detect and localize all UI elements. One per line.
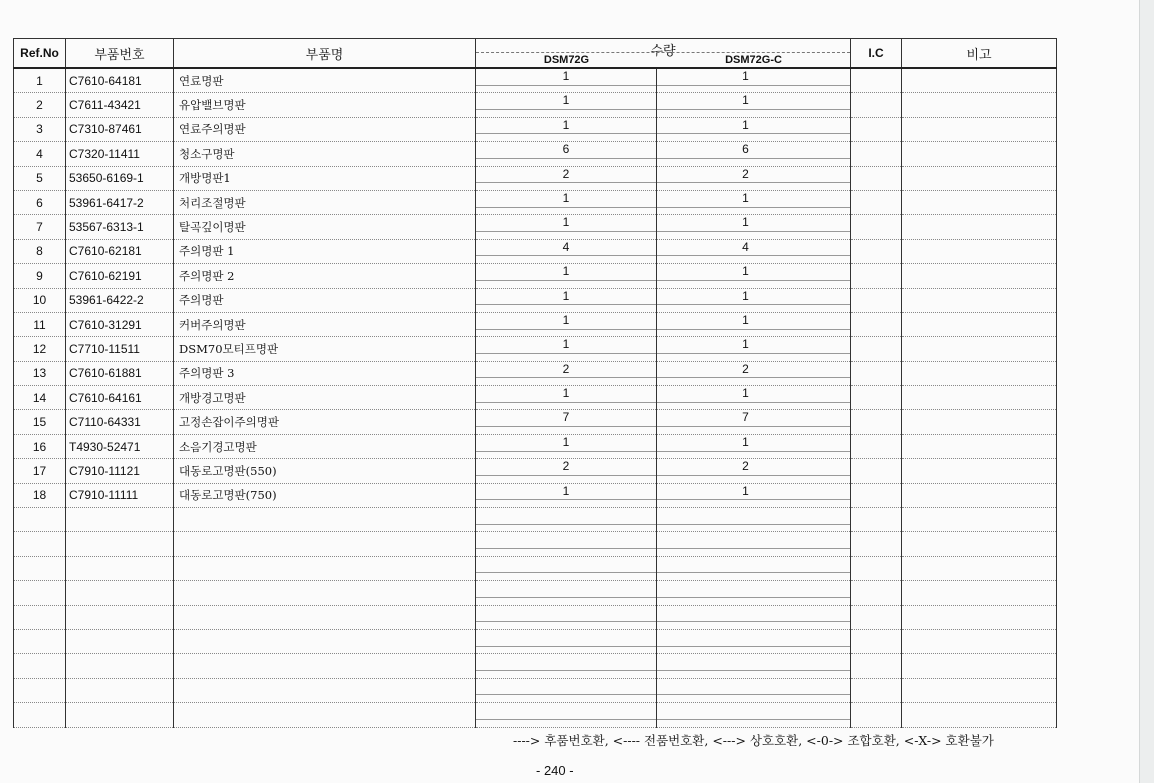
cell-empty — [851, 532, 902, 556]
cell-qty-dsm72g-value: 1 — [562, 215, 570, 230]
cell-ic — [851, 68, 902, 93]
cell-qty-dsm72g — [476, 166, 657, 190]
cell-remark — [902, 483, 1057, 507]
cell-ic — [851, 117, 902, 141]
cell-empty — [14, 532, 66, 556]
cell-part-name: 주의명판 — [174, 288, 476, 312]
cell-empty — [902, 654, 1057, 678]
cell-part-name: 대동로고명판(550) — [174, 459, 476, 483]
cell-qty-dsm72g — [476, 337, 657, 361]
table-row — [14, 166, 1057, 190]
table-row — [14, 386, 1057, 410]
table-row-empty — [14, 654, 1057, 678]
cell-part-number: 53650-6169-1 — [66, 166, 174, 190]
table-row — [14, 459, 1057, 483]
cell-remark — [902, 190, 1057, 214]
cell-ref-no: 6 — [14, 190, 66, 214]
cell-qty-dsm72g-c — [657, 166, 851, 190]
table-row — [14, 483, 1057, 507]
cell-ref-no: 1 — [14, 68, 66, 93]
cell-empty — [476, 703, 657, 727]
cell-part-number: 53961-6417-2 — [66, 190, 174, 214]
cell-part-name: 주의명판 1 — [174, 239, 476, 263]
header-ref-no: Ref.No — [14, 39, 66, 69]
cell-qty-dsm72g-value: 6 — [562, 142, 570, 157]
cell-qty-dsm72g — [476, 312, 657, 336]
cell-ref-no: 17 — [14, 459, 66, 483]
cell-empty — [657, 703, 851, 727]
cell-part-name: 청소구명판 — [174, 142, 476, 166]
cell-empty — [657, 654, 851, 678]
cell-qty-dsm72g-c-value: 2 — [742, 166, 749, 181]
cell-qty-dsm72g-c-value: 2 — [742, 459, 749, 474]
cell-empty — [851, 581, 902, 605]
cell-ic — [851, 93, 902, 117]
cell-ic — [851, 312, 902, 336]
table-row-empty — [14, 532, 1057, 556]
interchange-legend: ----> 후품번호환, <---- 전품번호환, <---> 상호호환, <-0-> 조합호환, <-X-> 호환불가 — [513, 733, 994, 748]
table-body — [14, 68, 1057, 727]
cell-qty-dsm72g-c-value: 1 — [742, 288, 749, 303]
cell-qty-dsm72g-c-value: 1 — [742, 483, 749, 498]
cell-remark — [902, 312, 1057, 336]
cell-ref-no: 15 — [14, 410, 66, 434]
cell-part-number: C7610-31291 — [66, 312, 174, 336]
table-row-empty — [14, 629, 1057, 653]
cell-part-name: DSM70모티프명판 — [174, 337, 476, 361]
page-number: - 240 - — [536, 763, 574, 778]
cell-empty — [902, 678, 1057, 702]
cell-qty-dsm72g — [476, 386, 657, 410]
table-row-empty — [14, 508, 1057, 532]
cell-empty — [851, 703, 902, 727]
cell-qty-dsm72g — [476, 117, 657, 141]
cell-ref-no: 14 — [14, 386, 66, 410]
cell-part-name: 대동로고명판(750) — [174, 483, 476, 507]
cell-qty-dsm72g-value: 1 — [562, 190, 570, 205]
cell-empty — [902, 629, 1057, 653]
cell-empty — [174, 581, 476, 605]
cell-ref-no: 16 — [14, 434, 66, 458]
cell-ref-no: 3 — [14, 117, 66, 141]
table-row-empty — [14, 678, 1057, 702]
table-row — [14, 410, 1057, 434]
cell-qty-dsm72g — [476, 483, 657, 507]
cell-qty-dsm72g — [476, 142, 657, 166]
cell-qty-dsm72g-c — [657, 142, 851, 166]
cell-part-name: 소음기경고명판 — [174, 434, 476, 458]
cell-empty — [66, 556, 174, 580]
cell-qty-dsm72g-value: 1 — [562, 386, 570, 401]
header-remark: 비고 — [902, 39, 1057, 69]
cell-part-number: C7710-11511 — [66, 337, 174, 361]
cell-part-name: 연료주의명판 — [174, 117, 476, 141]
cell-ref-no: 10 — [14, 288, 66, 312]
cell-qty-dsm72g-c-value: 1 — [742, 312, 749, 327]
cell-qty-dsm72g-c-value: 1 — [742, 264, 749, 279]
cell-qty-dsm72g — [476, 93, 657, 117]
cell-remark — [902, 142, 1057, 166]
cell-qty-dsm72g-c-value: 1 — [742, 434, 749, 449]
cell-ic — [851, 434, 902, 458]
cell-empty — [476, 581, 657, 605]
cell-qty-dsm72g-c — [657, 361, 851, 385]
cell-qty-dsm72g — [476, 215, 657, 239]
cell-ic — [851, 483, 902, 507]
cell-empty — [174, 629, 476, 653]
cell-part-name: 개방명판1 — [174, 166, 476, 190]
cell-qty-dsm72g-value: 1 — [562, 93, 570, 108]
cell-part-number: C7320-11411 — [66, 142, 174, 166]
cell-qty-dsm72g-c — [657, 117, 851, 141]
cell-part-number: C7610-62181 — [66, 239, 174, 263]
cell-empty — [66, 629, 174, 653]
cell-remark — [902, 264, 1057, 288]
cell-part-name: 탈곡깊이명판 — [174, 215, 476, 239]
page-edge — [1139, 0, 1154, 783]
table-row — [14, 264, 1057, 288]
cell-qty-dsm72g — [476, 361, 657, 385]
cell-ic — [851, 190, 902, 214]
cell-ic — [851, 142, 902, 166]
cell-empty — [851, 678, 902, 702]
cell-qty-dsm72g-c-value: 1 — [742, 337, 749, 352]
cell-ic — [851, 337, 902, 361]
cell-qty-dsm72g-c — [657, 264, 851, 288]
cell-qty-dsm72g-value: 1 — [562, 69, 570, 83]
cell-qty-dsm72g-value: 1 — [562, 483, 570, 498]
table-row — [14, 68, 1057, 93]
cell-qty-dsm72g — [476, 410, 657, 434]
cell-qty-dsm72g-c-value: 1 — [742, 386, 749, 401]
cell-qty-dsm72g-value: 1 — [562, 264, 570, 279]
cell-ic — [851, 361, 902, 385]
cell-empty — [657, 629, 851, 653]
cell-empty — [851, 654, 902, 678]
cell-ref-no: 12 — [14, 337, 66, 361]
cell-empty — [174, 605, 476, 629]
cell-empty — [902, 556, 1057, 580]
table-row — [14, 337, 1057, 361]
cell-qty-dsm72g-c-value: 7 — [742, 410, 749, 425]
cell-empty — [851, 629, 902, 653]
table-row — [14, 215, 1057, 239]
cell-part-number: C7610-64161 — [66, 386, 174, 410]
cell-qty-dsm72g-c-value: 1 — [742, 93, 749, 108]
cell-qty-dsm72g — [476, 288, 657, 312]
table-row-empty — [14, 581, 1057, 605]
cell-ref-no: 7 — [14, 215, 66, 239]
cell-part-number: C7611-43421 — [66, 93, 174, 117]
cell-qty-dsm72g-value: 2 — [562, 166, 570, 181]
cell-qty-dsm72g-c-value: 1 — [742, 69, 749, 83]
cell-empty — [14, 629, 66, 653]
cell-empty — [902, 508, 1057, 532]
cell-qty-dsm72g-c — [657, 337, 851, 361]
table-row-empty — [14, 703, 1057, 727]
cell-remark — [902, 386, 1057, 410]
cell-remark — [902, 288, 1057, 312]
cell-ic — [851, 386, 902, 410]
cell-qty-dsm72g-c — [657, 288, 851, 312]
cell-empty — [476, 654, 657, 678]
cell-empty — [476, 629, 657, 653]
cell-ic — [851, 264, 902, 288]
cell-part-number: C7610-62191 — [66, 264, 174, 288]
cell-empty — [902, 605, 1057, 629]
cell-qty-dsm72g-value: 1 — [562, 434, 570, 449]
cell-qty-dsm72g-c — [657, 410, 851, 434]
cell-part-name: 처리조절명판 — [174, 190, 476, 214]
cell-remark — [902, 166, 1057, 190]
table-row — [14, 239, 1057, 263]
cell-qty-dsm72g — [476, 264, 657, 288]
cell-empty — [14, 581, 66, 605]
cell-empty — [174, 703, 476, 727]
cell-empty — [902, 581, 1057, 605]
cell-remark — [902, 117, 1057, 141]
table-row-empty — [14, 556, 1057, 580]
cell-remark — [902, 93, 1057, 117]
cell-ic — [851, 459, 902, 483]
cell-empty — [174, 532, 476, 556]
header-part-name: 부품명 — [174, 39, 476, 69]
header-ic: I.C — [851, 39, 902, 69]
cell-empty — [902, 703, 1057, 727]
cell-qty-dsm72g-c — [657, 459, 851, 483]
table-row — [14, 190, 1057, 214]
cell-part-name: 고정손잡이주의명판 — [174, 410, 476, 434]
cell-qty-dsm72g-c — [657, 190, 851, 214]
cell-qty-dsm72g-value: 2 — [562, 361, 570, 376]
cell-empty — [476, 556, 657, 580]
cell-qty-dsm72g — [476, 459, 657, 483]
cell-qty-dsm72g-c — [657, 239, 851, 263]
cell-empty — [14, 678, 66, 702]
cell-part-number: C7610-64181 — [66, 68, 174, 93]
cell-empty — [66, 508, 174, 532]
cell-remark — [902, 68, 1057, 93]
cell-part-name: 연료명판 — [174, 68, 476, 93]
cell-qty-dsm72g-c — [657, 483, 851, 507]
cell-part-number: 53567-6313-1 — [66, 215, 174, 239]
cell-qty-dsm72g-value: 1 — [562, 337, 570, 352]
cell-qty-dsm72g-c-value: 4 — [742, 239, 749, 254]
cell-part-number: T4930-52471 — [66, 434, 174, 458]
cell-part-number: C7910-11111 — [66, 483, 174, 507]
header-quantity — [476, 39, 851, 69]
cell-remark — [902, 361, 1057, 385]
cell-qty-dsm72g — [476, 239, 657, 263]
cell-qty-dsm72g — [476, 434, 657, 458]
cell-ic — [851, 288, 902, 312]
cell-empty — [66, 703, 174, 727]
cell-empty — [476, 532, 657, 556]
cell-ref-no: 9 — [14, 264, 66, 288]
cell-part-name: 개방경고명판 — [174, 386, 476, 410]
cell-ic — [851, 410, 902, 434]
cell-empty — [66, 654, 174, 678]
cell-empty — [902, 532, 1057, 556]
cell-qty-dsm72g-c-value: 1 — [742, 215, 749, 230]
cell-qty-dsm72g-value: 1 — [562, 288, 570, 303]
cell-remark — [902, 215, 1057, 239]
header-model-dsm72g: DSM72G — [543, 54, 590, 66]
cell-empty — [66, 678, 174, 702]
cell-empty — [174, 556, 476, 580]
cell-qty-dsm72g — [476, 68, 657, 93]
table-row — [14, 93, 1057, 117]
cell-empty — [657, 508, 851, 532]
cell-qty-dsm72g — [476, 190, 657, 214]
table-row — [14, 361, 1057, 385]
header-part-number: 부품번호 — [66, 39, 174, 69]
cell-empty — [174, 508, 476, 532]
cell-qty-dsm72g-c-value: 1 — [742, 190, 749, 205]
cell-ref-no: 11 — [14, 312, 66, 336]
cell-remark — [902, 434, 1057, 458]
table-row-empty — [14, 605, 1057, 629]
cell-empty — [66, 532, 174, 556]
table-row — [14, 434, 1057, 458]
cell-qty-dsm72g-value: 1 — [562, 117, 570, 132]
cell-part-name: 주의명판 3 — [174, 361, 476, 385]
cell-part-number: C7110-64331 — [66, 410, 174, 434]
table-row — [14, 288, 1057, 312]
cell-remark — [902, 410, 1057, 434]
cell-qty-dsm72g-value: 7 — [562, 410, 570, 425]
table-row — [14, 117, 1057, 141]
cell-empty — [851, 508, 902, 532]
cell-ic — [851, 239, 902, 263]
cell-qty-dsm72g-c — [657, 434, 851, 458]
cell-empty — [851, 556, 902, 580]
table-header-row — [14, 39, 1057, 69]
cell-empty — [657, 605, 851, 629]
cell-ref-no: 18 — [14, 483, 66, 507]
header-model-dsm72g-c: DSM72G-C — [725, 54, 782, 66]
cell-qty-dsm72g-c — [657, 215, 851, 239]
cell-qty-dsm72g-c — [657, 93, 851, 117]
cell-ref-no: 5 — [14, 166, 66, 190]
cell-qty-dsm72g-value: 1 — [562, 312, 570, 327]
cell-part-number: C7910-11121 — [66, 459, 174, 483]
cell-empty — [14, 508, 66, 532]
cell-empty — [174, 654, 476, 678]
cell-part-number: C7310-87461 — [66, 117, 174, 141]
cell-qty-dsm72g-c — [657, 68, 851, 93]
cell-empty — [14, 556, 66, 580]
cell-qty-dsm72g-c — [657, 312, 851, 336]
cell-empty — [174, 678, 476, 702]
cell-empty — [657, 532, 851, 556]
cell-empty — [657, 581, 851, 605]
cell-part-number: C7610-61881 — [66, 361, 174, 385]
cell-part-name: 커버주의명판 — [174, 312, 476, 336]
cell-empty — [66, 605, 174, 629]
cell-remark — [902, 239, 1057, 263]
cell-part-number: 53961-6422-2 — [66, 288, 174, 312]
cell-empty — [14, 703, 66, 727]
cell-part-name: 주의명판 2 — [174, 264, 476, 288]
cell-ic — [851, 215, 902, 239]
cell-empty — [476, 508, 657, 532]
cell-empty — [476, 605, 657, 629]
table-row — [14, 312, 1057, 336]
cell-remark — [902, 337, 1057, 361]
cell-empty — [657, 556, 851, 580]
cell-qty-dsm72g-c-value: 1 — [742, 117, 749, 132]
cell-ref-no: 13 — [14, 361, 66, 385]
cell-empty — [66, 581, 174, 605]
cell-qty-dsm72g-c-value: 6 — [742, 142, 749, 157]
table-row — [14, 142, 1057, 166]
cell-ref-no: 4 — [14, 142, 66, 166]
cell-empty — [657, 678, 851, 702]
cell-empty — [476, 678, 657, 702]
cell-remark — [902, 459, 1057, 483]
header-quantity-label: 수량 — [650, 44, 676, 59]
cell-empty — [14, 654, 66, 678]
cell-empty — [851, 605, 902, 629]
cell-ref-no: 8 — [14, 239, 66, 263]
parts-table — [13, 38, 1057, 728]
cell-qty-dsm72g-value: 4 — [562, 239, 570, 254]
cell-part-name: 유압밸브명판 — [174, 93, 476, 117]
cell-qty-dsm72g-c — [657, 386, 851, 410]
cell-qty-dsm72g-value: 2 — [562, 459, 570, 474]
cell-ref-no: 2 — [14, 93, 66, 117]
cell-qty-dsm72g-c-value: 2 — [742, 361, 749, 376]
cell-ic — [851, 166, 902, 190]
cell-empty — [14, 605, 66, 629]
